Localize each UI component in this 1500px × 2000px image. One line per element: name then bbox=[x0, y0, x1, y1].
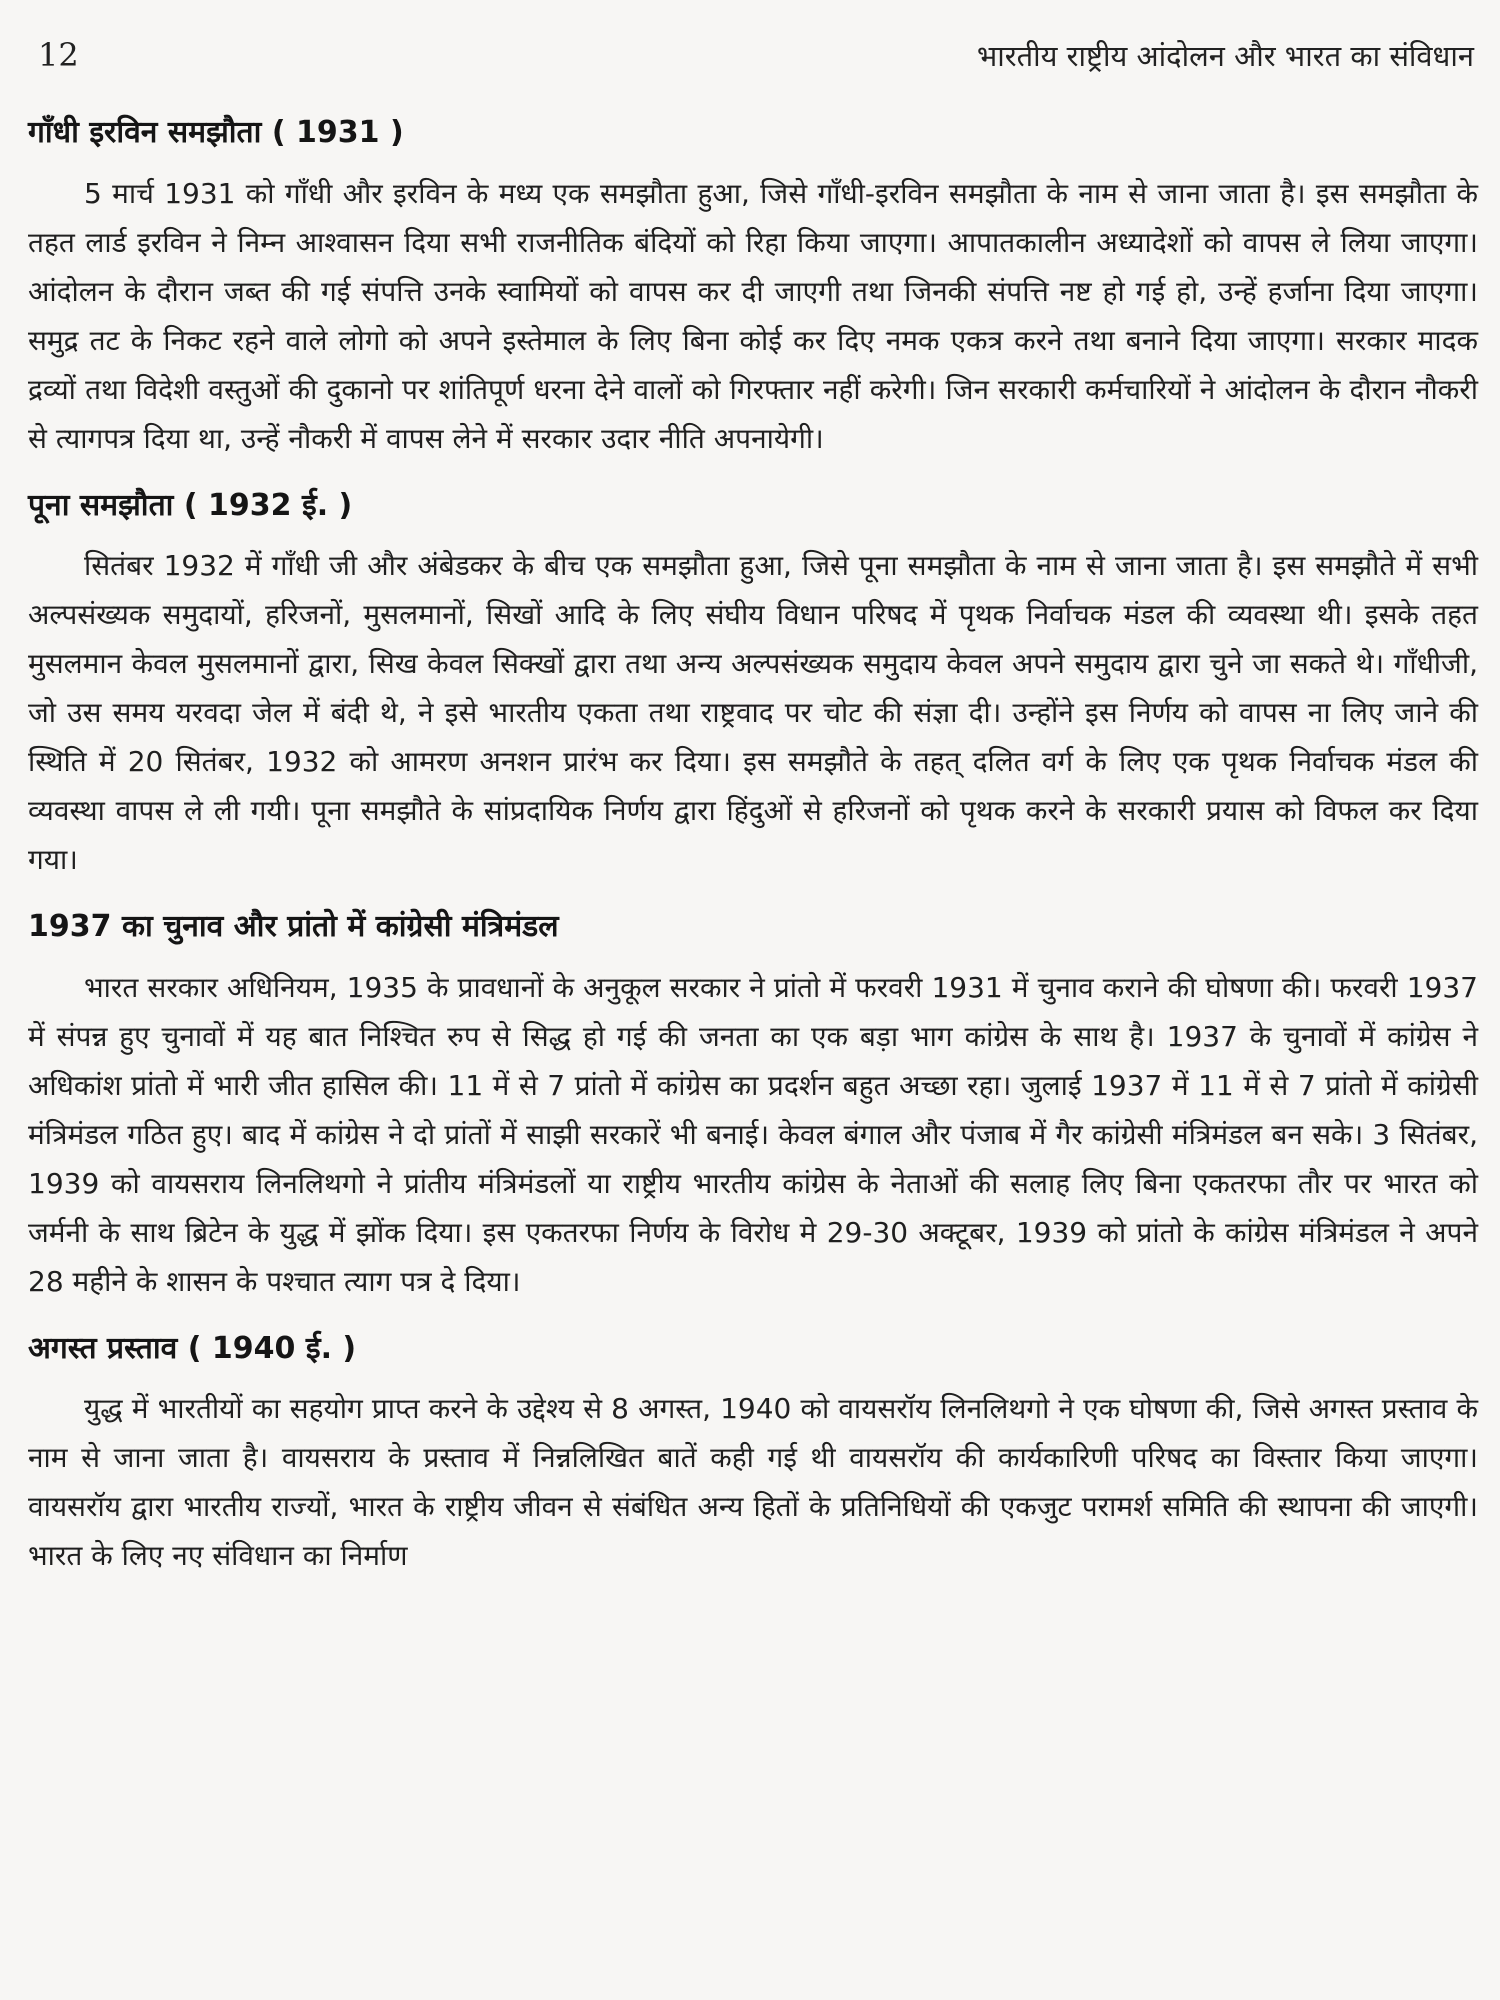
section-heading: 1937 का चुनाव और प्रांतो में कांग्रेसी मंत्रिमंडल bbox=[28, 909, 559, 944]
running-header bbox=[28, 36, 1478, 86]
section-gandhi-irwin-pact bbox=[28, 116, 1478, 463]
section-1937-elections bbox=[28, 910, 1478, 1306]
section-heading: गाँधी इरविन समझौता ( 1931 ) bbox=[28, 115, 404, 150]
section-paragraph: भारत सरकार अधिनियम, 1935 के प्रावधानों के अनुकूल सरकार ने प्रांतो में फरवरी 1931 में चुनाव कराने की घोषणा की। फरवरी 1937 में संपन्न हुए चुनावों में यह बात निश्चित रुप से सिद्ध हो गई की जनता का एक बड़ा भाग कांग्रेस के साथ है। 1937 के चुनावों में कांग्रेस ने अधिकांश प्रांतो में भारी जीत हासिल की। 11 में से 7 प्रांतो में कांग्रेस का प्रदर्शन बहुत अच्छा रहा। जुलाई 1937 में 11 में से 7 प्रांतो में कांग्रेसी मंत्रिमंडल गठित हुए। बाद में कांग्रेस ने दो प्रांतों में साझी सरकारें भी बनाई। केवल बंगाल और पंजाब में गैर कांग्रेसी मंत्रिमंडल बन सके। 3 सितंबर, 1939 को वायसराय लिनलिथगो ने प्रांतीय मंत्रिमंडलों या राष्ट्रीय भारतीय कांग्रेस के नेताओं की सलाह लिए बिना एकतरफा तौर पर भारत को जर्मनी के साथ ब्रिटेन के युद्ध में झोंक दिया। इस एकतरफा निर्णय के विरोध मे 29-30 अक्टूबर, 1939 को प्रांतो के कांग्रेस मंत्रिमंडल ने अपने 28 महीने के शासन के पश्चात त्याग पत्र दे दिया। bbox=[28, 970, 1478, 1298]
page-number: 12 bbox=[38, 36, 79, 74]
section-august-offer bbox=[28, 1332, 1478, 1581]
section-heading: पूना समझौता ( 1932 ई. ) bbox=[28, 487, 353, 523]
section-paragraph: 5 मार्च 1931 को गाँधी और इरविन के मध्य एक समझौता हुआ, जिसे गाँधी-इरविन समझौता के नाम से जाना जाता है। इस समझौता के तहत लार्ड इरविन ने निम्न आश्वासन दिया सभी राजनीतिक बंदियों को रिहा किया जाएगा। आपातकालीन अध्यादेशों को वापस ले लिया जाएगा। आंदोलन के दौरान जब्त की गई संपत्ति उनके स्वामियों को वापस कर दी जाएगी तथा जिनकी संपत्ति नष्ट हो गई हो, उन्हें हर्जाना दिया जाएगा। समुद्र तट के निकट रहने वाले लोगो को अपने इस्तेमाल के लिए बिना कोई कर दिए नमक एकत्र करने तथा बनाने दिया जाएगा। सरकार मादक द्रव्यों तथा विदेशी वस्तुओं की दुकानो पर शांतिपूर्ण धरना देने वालों को गिरफ्तार नहीं करेगी। जिन सरकारी कर्मचारियों ने आंदोलन के दौरान नौकरी से त्यागपत्र दिया था, उन्हें नौकरी में वापस लेने में सरकार उदार नीति अपनायेगी। bbox=[28, 176, 1478, 455]
section-paragraph: सितंबर 1932 में गाँधी जी और अंबेडकर के बीच एक समझौता हुआ, जिसे पूना समझौता के नाम से जाना जाता है। इस समझौते में सभी अल्पसंख्यक समुदायों, हरिजनों, मुसलमानों, सिखों आदि के लिए संघीय विधान परिषद में पृथक निर्वाचक मंडल की व्यवस्था थी। इसके तहत मुसलमान केवल मुसलमानों द्वारा, सिख केवल सिक्खों द्वारा तथा अन्य अल्पसंख्यक समुदाय केवल अपने समुदाय द्वारा चुने जा सकते थे। गाँधीजी, जो उस समय यरवदा जेल में बंदी थे, ने इसे भारतीय एकता तथा राष्ट्रवाद पर चोट की संज्ञा दी। उन्होंने इस निर्णय को वापस ना लिए जाने की स्थिति में 20 सितंबर, 1932 को आमरण अनशन प्रारंभ कर दिया। इस समझौते के तहत् दलित वर्ग के लिए एक पृथक निर्वाचक मंडल की व्यवस्था वापस ले ली गयी। पूना समझौते के सांप्रदायिक निर्णय द्वारा हिंदुओं से हरिजनों को पृथक करने के सरकारी प्रयास को विफल कर दिया गया। bbox=[28, 549, 1478, 876]
section-heading: अगस्त प्रस्ताव ( 1940 ई. ) bbox=[28, 1330, 357, 1366]
section-paragraph: युद्ध में भारतीयों का सहयोग प्राप्त करने के उद्देश्य से 8 अगस्त, 1940 को वायसरॉय लिनलिथगो ने एक घोषणा की, जिसे अगस्त प्रस्ताव के नाम से जाना जाता है। वायसराय के प्रस्ताव में निन्नलिखित बातें कही गई थी वायसरॉय की कार्यकारिणी परिषद का विस्तार किया जाएगा। वायसरॉय द्वारा भारतीय राज्यों, भारत के राष्ट्रीय जीवन से संबंधित अन्य हितों के प्रतिनिधियों की एकजुट परामर्श समिति की स्थापना की जाएगी। भारत के लिए नए संविधान का निर्माण bbox=[28, 1392, 1478, 1572]
section-poona-pact bbox=[28, 489, 1478, 885]
book-title: भारतीय राष्ट्रीय आंदोलन और भारत का संविधान bbox=[976, 39, 1474, 73]
